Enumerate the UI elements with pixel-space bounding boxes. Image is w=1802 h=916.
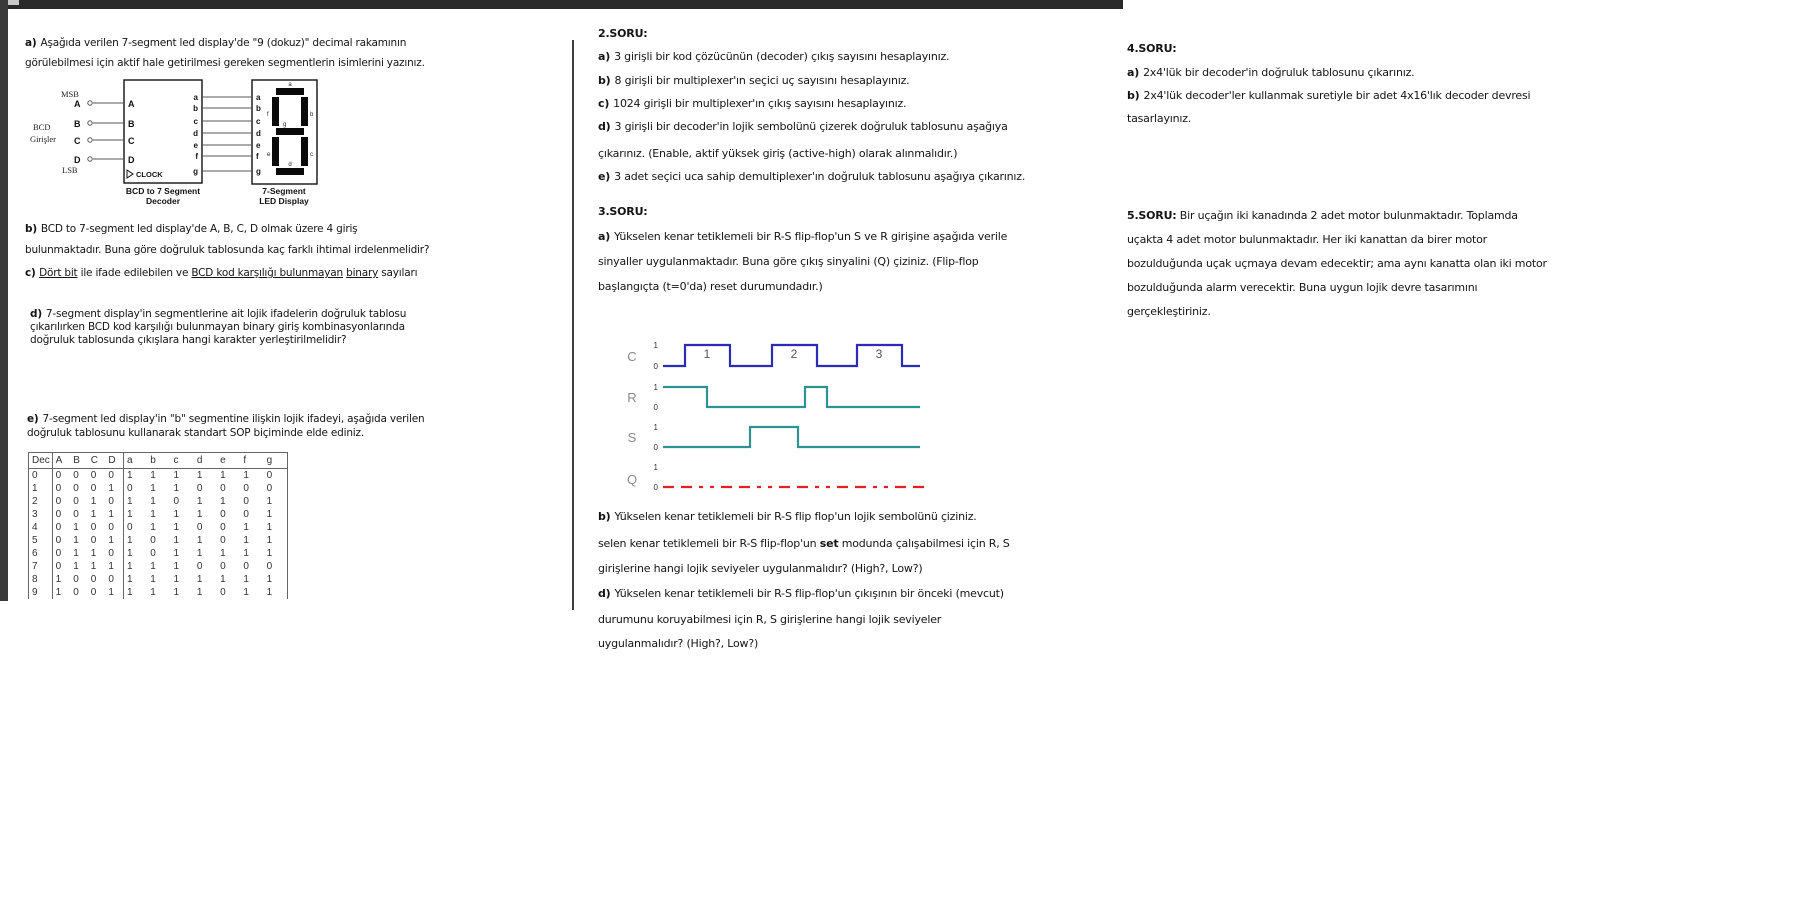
truth-table-cell: 7 xyxy=(29,560,53,573)
decoder-box xyxy=(124,80,202,183)
table-row xyxy=(29,508,288,521)
signal-label-q: Q xyxy=(626,472,638,487)
truth-table-cell: 0 xyxy=(73,574,79,585)
input-b-label: B xyxy=(74,119,81,129)
truth-table-cell: 1 xyxy=(266,587,273,598)
svg-text:f: f xyxy=(195,152,198,161)
input-c-label: C xyxy=(74,136,81,146)
truth-table-cell: 1 xyxy=(243,548,249,559)
svg-text:e: e xyxy=(193,141,198,150)
truth-table-cell: 1 xyxy=(220,574,226,585)
truth-table-cell: 1 xyxy=(105,560,123,573)
truth-table-cell: 0 xyxy=(55,483,62,494)
input-wires xyxy=(88,101,124,161)
truth-table-cell: 6 xyxy=(29,547,53,560)
truth-table-cell: 0 xyxy=(220,509,226,520)
truth-table-cell: 1 xyxy=(196,509,203,520)
truth-table-cell: 1 xyxy=(126,509,133,520)
truth-table-cell: 1 xyxy=(29,482,53,495)
svg-text:b: b xyxy=(310,112,314,118)
truth-table-cell: 1 xyxy=(73,561,79,572)
truth-table-cell: 1 xyxy=(90,496,97,507)
q2-title: 2.SORU: xyxy=(598,27,648,40)
truth-table-cell: 1 xyxy=(243,522,249,533)
truth-table-cell: 1 xyxy=(266,522,273,533)
svg-text:0: 0 xyxy=(653,483,658,492)
truth-table-cell: 1 xyxy=(243,587,249,598)
truth-table-cell: 1 xyxy=(90,561,97,572)
truth-table-cell: 1 xyxy=(150,470,156,481)
svg-text:a: a xyxy=(256,93,261,102)
display-input-letters xyxy=(256,93,261,176)
q2-item-d-line1: d) 3 girişli bir decoder'in lojik sembolünü çizerek doğruluk tablosunu aşağıya xyxy=(598,120,1008,133)
truth-table-cell: 0 xyxy=(73,509,79,520)
truth-table-cell: d xyxy=(194,453,217,469)
q4-item-b-line2: tasarlayınız. xyxy=(1127,112,1192,125)
decoder-caption-line2: Decoder xyxy=(145,196,181,206)
truth-table-cell: 0 xyxy=(90,587,97,598)
truth-table-cell: 1 xyxy=(196,470,203,481)
svg-text:1: 1 xyxy=(653,463,658,472)
truth-table-cell: 0 xyxy=(220,522,226,533)
truth-table-cell: 0 xyxy=(243,509,249,520)
truth-table-cell: 1 xyxy=(150,587,156,598)
truth-table-cell: 0 xyxy=(126,522,133,533)
timing-diagram xyxy=(535,295,955,505)
truth-table-cell: 5 xyxy=(29,534,53,547)
svg-text:0: 0 xyxy=(653,403,658,412)
truth-table-cell: 0 xyxy=(266,561,273,572)
display-caption-line1: 7-Segment xyxy=(262,186,306,196)
q4-item-b-line1: b) 2x4'lük decoder'ler kullanmak suretiyle bir adet 4x16'lık decoder devresi xyxy=(1127,89,1531,102)
clock-label: CLOCK xyxy=(136,170,163,179)
q2-item-e: e) 3 adet seçici uca sahip demultiplexer'ın doğruluk tablosunu aşağıya çıkarınız. xyxy=(598,170,1026,183)
svg-text:c: c xyxy=(193,117,198,126)
table-row xyxy=(29,547,288,560)
table-row xyxy=(29,521,288,534)
clock-triangle-icon xyxy=(127,170,133,178)
truth-table-cell: 0 xyxy=(196,561,203,572)
svg-text:g: g xyxy=(283,122,287,128)
truth-table-cell: D xyxy=(105,453,123,469)
truth-table-cell: 0 xyxy=(105,573,123,586)
truth-table-cell: 1 xyxy=(105,482,123,495)
truth-table-cell: 1 xyxy=(266,548,273,559)
truth-table-cell: 1 xyxy=(196,587,203,598)
truth-table-cell: 1 xyxy=(126,574,133,585)
truth-table-cell: 1 xyxy=(150,496,156,507)
q5-line2: uçakta 4 adet motor bulunmaktadır. Her iki kanattan da birer motor xyxy=(1127,233,1487,246)
q3-item-d-line1: d) Yükselen kenar tetiklemeli bir R-S flip-flop'un çıkışının bir önceki (mevcut) xyxy=(598,587,1004,600)
svg-text:d: d xyxy=(256,129,261,138)
svg-text:a: a xyxy=(193,93,198,102)
svg-text:d: d xyxy=(288,162,292,168)
q2-item-b: b) 8 girişli bir multiplexer'ın seçici uç sayısını hesaplayınız. xyxy=(598,74,910,87)
truth-table-cell: 1 xyxy=(173,587,180,598)
q2-item-d-line2: çıkarınız. (Enable, aktif yüksek giriş (active-high) olarak alınmalıdır.) xyxy=(598,147,958,160)
truth-table-cell: 1 xyxy=(90,548,97,559)
decoder-in-b: B xyxy=(128,119,135,129)
truth-table-cell: 0 xyxy=(55,496,62,507)
bcd-to-7segment-diagram xyxy=(20,72,340,212)
truth-table-cell: 0 xyxy=(73,496,79,507)
truth-table-cell: 1 xyxy=(73,548,79,559)
q5-line3: bozulduğunda uçak uçmaya devam edecektir; ama aynı kanatta olan iki motor xyxy=(1127,257,1547,270)
truth-table-cell: 1 xyxy=(173,470,180,481)
q5-line4: bozulduğunda alarm verecektir. Buna uygun lojik devre tasarımını xyxy=(1127,281,1478,294)
svg-text:0: 0 xyxy=(653,362,658,371)
truth-table-cell: 1 xyxy=(150,522,156,533)
truth-table-cell: 1 xyxy=(196,548,203,559)
truth-table-cell: 1 xyxy=(266,535,273,546)
truth-table-cell: C xyxy=(88,453,106,469)
truth-table-cell: 9 xyxy=(29,586,53,599)
truth-table-cell: 0 xyxy=(90,522,97,533)
svg-text:2: 2 xyxy=(790,347,798,361)
truth-table-cell: 0 xyxy=(196,483,203,494)
q3-item-b: b) Yükselen kenar tetiklemeli bir R-S flip flop'un lojik sembolünü çiziniz. xyxy=(598,510,977,523)
svg-text:c: c xyxy=(310,152,313,158)
svg-text:f: f xyxy=(256,152,259,161)
truth-table-cell: 0 xyxy=(150,535,156,546)
table-row xyxy=(29,482,288,495)
signal-label-r: R xyxy=(627,390,637,405)
truth-table-cell: g xyxy=(264,453,288,469)
truth-table-cell: 0 xyxy=(150,548,156,559)
truth-table-cell: 0 xyxy=(90,535,97,546)
q1e-line2: doğruluk tablosunu kullanarak standart SOP biçiminde elde ediniz. xyxy=(27,427,364,439)
truth-table-cell: 1 xyxy=(220,470,226,481)
signal-label-c: C xyxy=(627,349,637,364)
input-d-label: D xyxy=(74,155,81,165)
truth-table-cell: c xyxy=(171,453,194,469)
q3-item-d-line2: durumunu koruyabilmesi için R, S girişlerine hangi lojik seviyeler xyxy=(598,613,942,626)
truth-table-cell: 1 xyxy=(55,574,62,585)
svg-text:b: b xyxy=(193,104,198,113)
truth-table-cell: 0 xyxy=(243,483,249,494)
svg-text:c: c xyxy=(256,117,261,126)
truth-table-cell: 0 xyxy=(105,495,123,508)
truth-table-cell: 0 xyxy=(266,470,273,481)
svg-text:1: 1 xyxy=(653,423,658,432)
truth-table-cell: 4 xyxy=(29,521,53,534)
level-ticks xyxy=(654,341,659,492)
truth-table-cell: 1 xyxy=(150,561,156,572)
truth-table-cell: b xyxy=(147,453,170,469)
truth-table-cell: 1 xyxy=(173,574,180,585)
truth-table-cell: 0 xyxy=(266,483,273,494)
truth-table-cell: a xyxy=(123,453,147,469)
truth-table-cell: 0 xyxy=(105,521,123,534)
truth-table-cell: 2 xyxy=(29,495,53,508)
q3-item-d-line3: uygulanmalıdır? (High?, Low?) xyxy=(598,637,759,650)
q3-item-a-line3: başlangıçta (t=0'da) reset durumundadır.) xyxy=(598,280,823,293)
svg-text:g: g xyxy=(193,167,198,176)
truth-table-cell: 0 xyxy=(90,470,97,481)
truth-table-cell: 1 xyxy=(243,470,249,481)
q5-line1: 5.SORU: Bir uçağın iki kanadında 2 adet motor bulunmaktadır. Toplamda xyxy=(1127,209,1518,222)
svg-text:g: g xyxy=(256,167,261,176)
output-wires xyxy=(202,97,252,171)
q3-item-a-line2: sinyaller uygulanmaktadır. Buna göre çıkış sinyalini (Q) çiziniz. (Flip-flop xyxy=(598,255,979,268)
truth-table-cell: 1 xyxy=(73,522,79,533)
truth-table-cell: 1 xyxy=(105,534,123,547)
truth-table-cell: 0 xyxy=(55,548,62,559)
decoder-in-d: D xyxy=(128,155,135,165)
input-a-label: A xyxy=(74,99,81,109)
q2-item-a: a) 3 girişli bir kod çözücünün (decoder) çıkış sayısını hesaplayınız. xyxy=(598,50,950,63)
svg-text:e: e xyxy=(256,141,261,150)
truth-table-cell: 0 xyxy=(220,483,226,494)
q4-title: 4.SORU: xyxy=(1127,42,1177,55)
svg-text:a: a xyxy=(288,82,292,88)
svg-text:1: 1 xyxy=(653,341,658,350)
truth-table-cell: B xyxy=(70,453,88,469)
lsb-label: LSB xyxy=(62,165,78,175)
truth-table-cell: 1 xyxy=(173,483,180,494)
q1b-line1: b) BCD to 7-segment led display'de A, B, C, D olmak üzere 4 giriş xyxy=(25,223,358,235)
truth-table-cell: 0 xyxy=(73,483,79,494)
truth-table-cell: 0 xyxy=(29,469,53,483)
truth-table-cell: 1 xyxy=(73,535,79,546)
truth-table-cell: 0 xyxy=(73,587,79,598)
table-row xyxy=(29,560,288,573)
girisler-label: Girişler xyxy=(30,134,56,144)
truth-table-cell: 1 xyxy=(105,586,123,599)
truth-table-cell: 0 xyxy=(90,483,97,494)
truth-table-cell: 0 xyxy=(220,535,226,546)
truth-table-cell: 1 xyxy=(266,574,273,585)
decoder-in-a: A xyxy=(128,99,135,109)
q1b-line2: bulunmaktadır. Buna göre doğruluk tablosunda kaç farklı ihtimal irdelenmelidir? xyxy=(25,244,430,256)
truth-table-cell: 1 xyxy=(150,509,156,520)
q3-title: 3.SORU: xyxy=(598,205,648,218)
msb-label: MSB xyxy=(61,89,79,99)
truth-table-cell: 0 xyxy=(243,496,249,507)
signal-label-s: S xyxy=(627,430,637,445)
svg-text:0: 0 xyxy=(653,443,658,452)
truth-table-cell: 1 xyxy=(55,587,62,598)
truth-table-cell: f xyxy=(240,453,263,469)
truth-table-cell: 0 xyxy=(220,587,226,598)
truth-table-cell: 0 xyxy=(220,561,226,572)
q1e-line1: e) 7-segment led display'in "b" segmentine ilişkin lojik ifadeyi, aşağıda verilen xyxy=(27,413,425,425)
truth-table-cell: 1 xyxy=(220,548,226,559)
bcd-label: BCD xyxy=(33,122,51,132)
svg-text:b: b xyxy=(256,104,261,113)
truth-table-cell: 1 xyxy=(266,496,273,507)
truth-table-cell: 1 xyxy=(126,496,133,507)
window-top-edge xyxy=(0,0,1123,9)
truth-table-cell: 1 xyxy=(126,535,133,546)
truth-table-cell: 1 xyxy=(173,509,180,520)
svg-text:e: e xyxy=(267,152,271,158)
truth-table-header-row xyxy=(29,453,288,469)
truth-table-cell: 0 xyxy=(55,535,62,546)
truth-table-cell: 1 xyxy=(173,561,180,572)
svg-text:1: 1 xyxy=(703,347,711,361)
svg-text:d: d xyxy=(193,129,198,138)
truth-table-cell: 0 xyxy=(73,470,79,481)
q1c-line: c) Dört bit ile ifade edilebilen ve BCD kod karşılığı bulunmayan binary sayıları xyxy=(25,267,418,279)
table-row xyxy=(29,469,288,483)
scrollbar-corner xyxy=(8,0,19,5)
truth-table-cell: 0 xyxy=(55,522,62,533)
q3-item-a-line1: a) Yükselen kenar tetiklemeli bir R-S flip-flop'un S ve R girişine aşağıda verile xyxy=(598,230,1008,243)
truth-table-cell: 0 xyxy=(55,470,62,481)
decoder-caption-line1: BCD to 7 Segment xyxy=(125,186,201,196)
truth-table-cell: 1 xyxy=(150,483,156,494)
svg-text:1: 1 xyxy=(653,383,658,392)
q2-item-c: c) 1024 girişli bir multiplexer'ın çıkış sayısını hesaplayınız. xyxy=(598,97,907,110)
q1a-line2: görülebilmesi için aktif hale getirilmesi gereken segmentlerin isimlerini yazınız. xyxy=(25,57,425,69)
truth-table-cell: 1 xyxy=(243,574,249,585)
truth-table-cell: 1 xyxy=(126,561,133,572)
truth-table-cell: A xyxy=(52,453,70,469)
truth-table-cell: 1 xyxy=(105,508,123,521)
svg-text:3: 3 xyxy=(875,347,883,361)
truth-table-cell: e xyxy=(217,453,240,469)
table-row xyxy=(29,586,288,599)
truth-table-cell: 3 xyxy=(29,508,53,521)
truth-table-cell: 0 xyxy=(243,561,249,572)
q5-line5: gerçekleştiriniz. xyxy=(1127,305,1211,318)
truth-table-cell: 1 xyxy=(90,509,97,520)
decoder-in-c: C xyxy=(128,136,135,146)
q1d-line3: doğruluk tablosunda çıkışlara hangi karakter yerleştirilmelidir? xyxy=(30,334,347,346)
truth-table-cell: 0 xyxy=(55,509,62,520)
table-row xyxy=(29,573,288,586)
truth-table-cell: 0 xyxy=(90,574,97,585)
truth-table-cell: 1 xyxy=(266,509,273,520)
q3-item-c-line2: girişlerine hangi lojik seviyeler uygulanmalıdır? (High?, Low?) xyxy=(598,562,923,575)
truth-table-cell: 1 xyxy=(196,574,203,585)
truth-table-cell: 1 xyxy=(220,496,226,507)
truth-table-cell: 1 xyxy=(150,574,156,585)
truth-table-cell: 0 xyxy=(126,483,133,494)
q4-item-a: a) 2x4'lük bir decoder'in doğruluk tablosunu çıkarınız. xyxy=(1127,66,1415,79)
table-row xyxy=(29,495,288,508)
q3-item-c-line1: selen kenar tetiklemeli bir R-S flip-flop'un set modunda çalışabilmesi için R, S xyxy=(598,537,1010,550)
truth-table-cell: 1 xyxy=(173,535,180,546)
truth-table-cell: 1 xyxy=(126,548,133,559)
truth-table-cell: 1 xyxy=(196,496,203,507)
decoder-output-letters xyxy=(193,93,198,176)
truth-table-cell: 1 xyxy=(196,535,203,546)
q1d-line2: çıkarılırken BCD kod karşılığı bulunmayan binary giriş kombinasyonlarında xyxy=(30,321,405,333)
truth-table-cell: Dec xyxy=(29,453,53,469)
truth-table-cell: 0 xyxy=(55,561,62,572)
signal-trace-r xyxy=(663,387,920,407)
q1a-line1: a) Aşağıda verilen 7-segment led display'de "9 (dokuz)" decimal rakamının xyxy=(25,37,407,49)
truth-table-cell: 0 xyxy=(105,547,123,560)
truth-table-cell: 0 xyxy=(105,469,123,483)
display-caption-line2: LED Display xyxy=(259,196,309,206)
truth-table-cell: 8 xyxy=(29,573,53,586)
truth-table-cell: 1 xyxy=(173,522,180,533)
q1d-line1: d) 7-segment display'in segmentlerine ait lojik ifadelerin doğruluk tablosu xyxy=(30,308,407,320)
truth-table-cell: 0 xyxy=(196,522,203,533)
svg-text:f: f xyxy=(267,112,269,118)
truth-table-cell: 1 xyxy=(173,548,180,559)
table-row xyxy=(29,534,288,547)
truth-table-wrap xyxy=(28,452,288,601)
truth-table-cell: 1 xyxy=(126,470,133,481)
truth-table xyxy=(28,452,288,599)
truth-table-cell: 1 xyxy=(126,587,133,598)
truth-table-cell: 1 xyxy=(243,535,249,546)
truth-table-cell: 0 xyxy=(173,496,180,507)
window-left-edge xyxy=(0,0,8,601)
signal-trace-s xyxy=(663,427,920,447)
